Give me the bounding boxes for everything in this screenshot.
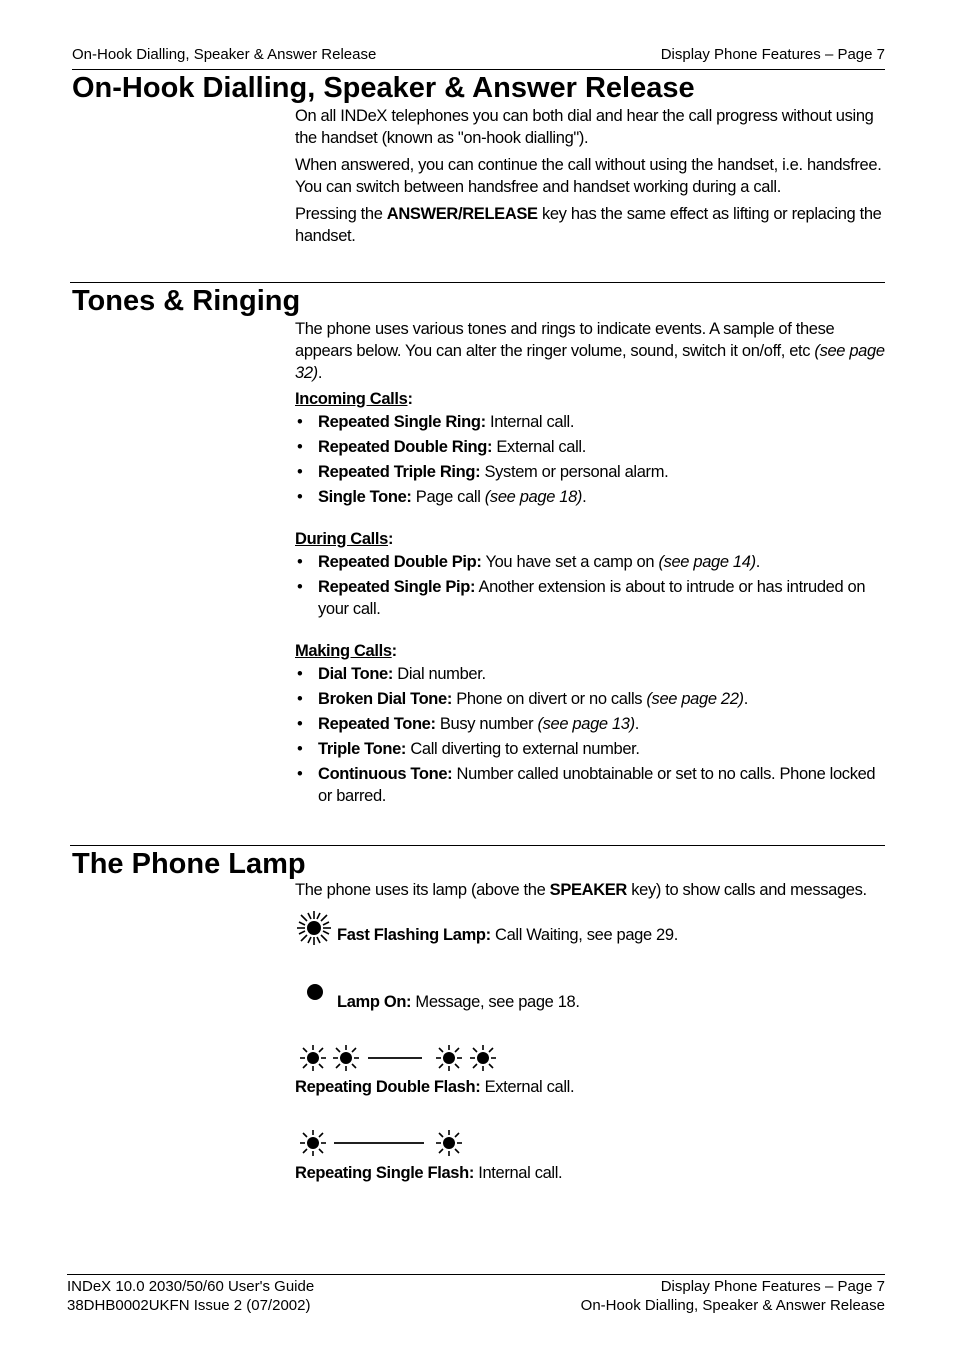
- subheading-colon: :: [387, 530, 394, 548]
- key-name: SPEAKER: [549, 881, 627, 899]
- section-title-on-hook: On-Hook Dialling, Speaker & Answer Release: [72, 72, 695, 104]
- item-term: Single Tone:: [318, 488, 412, 506]
- footer-section-name: On-Hook Dialling, Speaker & Answer Release: [580, 1297, 885, 1314]
- item-term: Repeated Tone:: [318, 715, 436, 733]
- page-reference: (see page 18): [484, 488, 583, 506]
- list-item: [295, 486, 887, 508]
- key-name: ANSWER/RELEASE: [386, 205, 538, 223]
- lamp-on-text: [337, 993, 580, 1012]
- item-end: .: [755, 553, 760, 571]
- list-item: [295, 576, 887, 620]
- lamp-description: External call.: [480, 1078, 575, 1096]
- single-flash-pattern-icon: [296, 1127, 468, 1159]
- item-text: Phone on divert or no calls: [452, 690, 647, 708]
- item-text: Busy number: [435, 715, 538, 733]
- paragraph: [295, 318, 887, 384]
- subheading-making: [295, 640, 887, 662]
- paragraph-text: .: [317, 364, 323, 382]
- paragraph-text: key has the same effect as lifting or replacing the handset.: [295, 205, 882, 245]
- lamp-description: Call Waiting, see page 29.: [490, 926, 678, 944]
- item-term: Broken Dial Tone:: [318, 690, 453, 708]
- fast-flashing-lamp-text: [337, 926, 678, 945]
- page-reference: (see page 13): [537, 715, 635, 733]
- during-calls-list: [295, 551, 887, 620]
- item-text: Another extension is about to intrude or has intruded on your call.: [318, 578, 866, 618]
- header-left-text: On-Hook Dialling, Speaker & Answer Release: [72, 46, 377, 63]
- lamp-term: Lamp On:: [337, 993, 412, 1011]
- section-body-on-hook: [295, 105, 887, 252]
- incoming-calls-list: [295, 411, 887, 508]
- lamp-on-icon: [306, 983, 324, 1001]
- item-term: Dial Tone:: [318, 665, 394, 683]
- double-flash-text: [295, 1078, 574, 1097]
- item-end: .: [634, 715, 640, 733]
- paragraph-text: Pressing the: [295, 205, 387, 223]
- list-item: [295, 551, 887, 573]
- paragraph-text: When answered, you can continue the call without using the handset, i.e. handsfree. You can switch between handsfree and handset working during a call.: [295, 156, 882, 196]
- paragraph-text: The phone uses various tones and rings to indicate events. A sample of these appears below. You can alter the ringer volume, sound, switch it on/off, etc: [295, 320, 835, 360]
- item-text: Number called unobtainable or set to no calls. Phone locked or barred.: [318, 765, 876, 805]
- list-item: [295, 763, 887, 807]
- making-calls-list: [295, 663, 887, 807]
- section-body-tones: [295, 318, 887, 810]
- paragraph: [295, 154, 887, 198]
- item-end: .: [743, 690, 748, 708]
- lamp-term: Repeating Double Flash:: [295, 1078, 481, 1096]
- lamp-term: Repeating Single Flash:: [295, 1164, 474, 1182]
- item-text: Call diverting to external number.: [406, 740, 640, 758]
- double-flash-pattern-icon: [296, 1042, 504, 1074]
- subheading-text: Making Calls: [295, 642, 392, 660]
- fast-flashing-lamp-icon: [296, 910, 334, 948]
- lamp-intro: [295, 881, 867, 900]
- list-item: [295, 663, 887, 685]
- page-footer: [67, 1274, 885, 1314]
- subheading-during: [295, 528, 887, 550]
- item-term: Repeated Triple Ring:: [318, 463, 481, 481]
- lamp-description: Message, see page 18.: [411, 993, 580, 1011]
- lamp-term: Fast Flashing Lamp:: [337, 926, 491, 944]
- subheading-text: Incoming Calls: [295, 390, 408, 408]
- item-term: Triple Tone:: [318, 740, 407, 758]
- item-text: Dial number.: [393, 665, 486, 683]
- item-term: Repeated Single Pip:: [318, 578, 476, 596]
- list-item: [295, 461, 887, 483]
- list-item: [295, 436, 887, 458]
- subheading-incoming: [295, 388, 887, 410]
- subheading-colon: :: [407, 390, 413, 408]
- section-divider: [70, 845, 885, 846]
- item-term: Repeated Single Ring:: [318, 413, 486, 431]
- item-end: .: [582, 488, 587, 506]
- item-term: Repeated Double Pip:: [318, 553, 482, 571]
- paragraph-text: key) to show calls and messages.: [627, 881, 867, 899]
- page-reference: (see page 14): [658, 553, 756, 571]
- lamp-description: Internal call.: [473, 1164, 563, 1182]
- subheading-colon: :: [391, 642, 397, 660]
- item-term: Continuous Tone:: [318, 765, 453, 783]
- item-text: External call.: [492, 438, 586, 456]
- footer-page-ref: Display Phone Features – Page 7: [660, 1278, 885, 1295]
- list-item: [295, 411, 887, 433]
- footer-doc-number: 38DHB0002UKFN Issue 2 (07/2002): [67, 1297, 311, 1314]
- footer-right: [581, 1277, 885, 1315]
- item-text: System or personal alarm.: [480, 463, 669, 481]
- item-text: Page call: [411, 488, 485, 506]
- item-text: You have set a camp on: [481, 553, 659, 571]
- footer-left: [67, 1277, 314, 1315]
- page-reference: (see page 32): [295, 342, 885, 382]
- subheading-text: During Calls: [295, 530, 388, 548]
- list-item: [295, 688, 887, 710]
- footer-guide-title: INDeX 10.0 2030/50/60 User's Guide: [67, 1278, 315, 1295]
- section-divider: [70, 282, 885, 283]
- paragraph: On all INDeX telephones you can both dial and hear the call progress without using the handset (known as "on-hook dialling").: [295, 107, 874, 147]
- paragraph: [295, 203, 887, 247]
- header-right-text: Display Phone Features – Page 7: [660, 46, 885, 63]
- section-title-tones: Tones & Ringing: [72, 285, 301, 317]
- item-text: Internal call.: [485, 413, 575, 431]
- page-reference: (see page 22): [646, 690, 744, 708]
- list-item: [295, 713, 887, 735]
- item-term: Repeated Double Ring:: [318, 438, 493, 456]
- single-flash-text: [295, 1164, 562, 1183]
- paragraph-text: The phone uses its lamp (above the: [295, 881, 550, 899]
- section-title-phone-lamp: The Phone Lamp: [72, 848, 306, 880]
- list-item: [295, 738, 887, 760]
- page-header: [72, 44, 885, 70]
